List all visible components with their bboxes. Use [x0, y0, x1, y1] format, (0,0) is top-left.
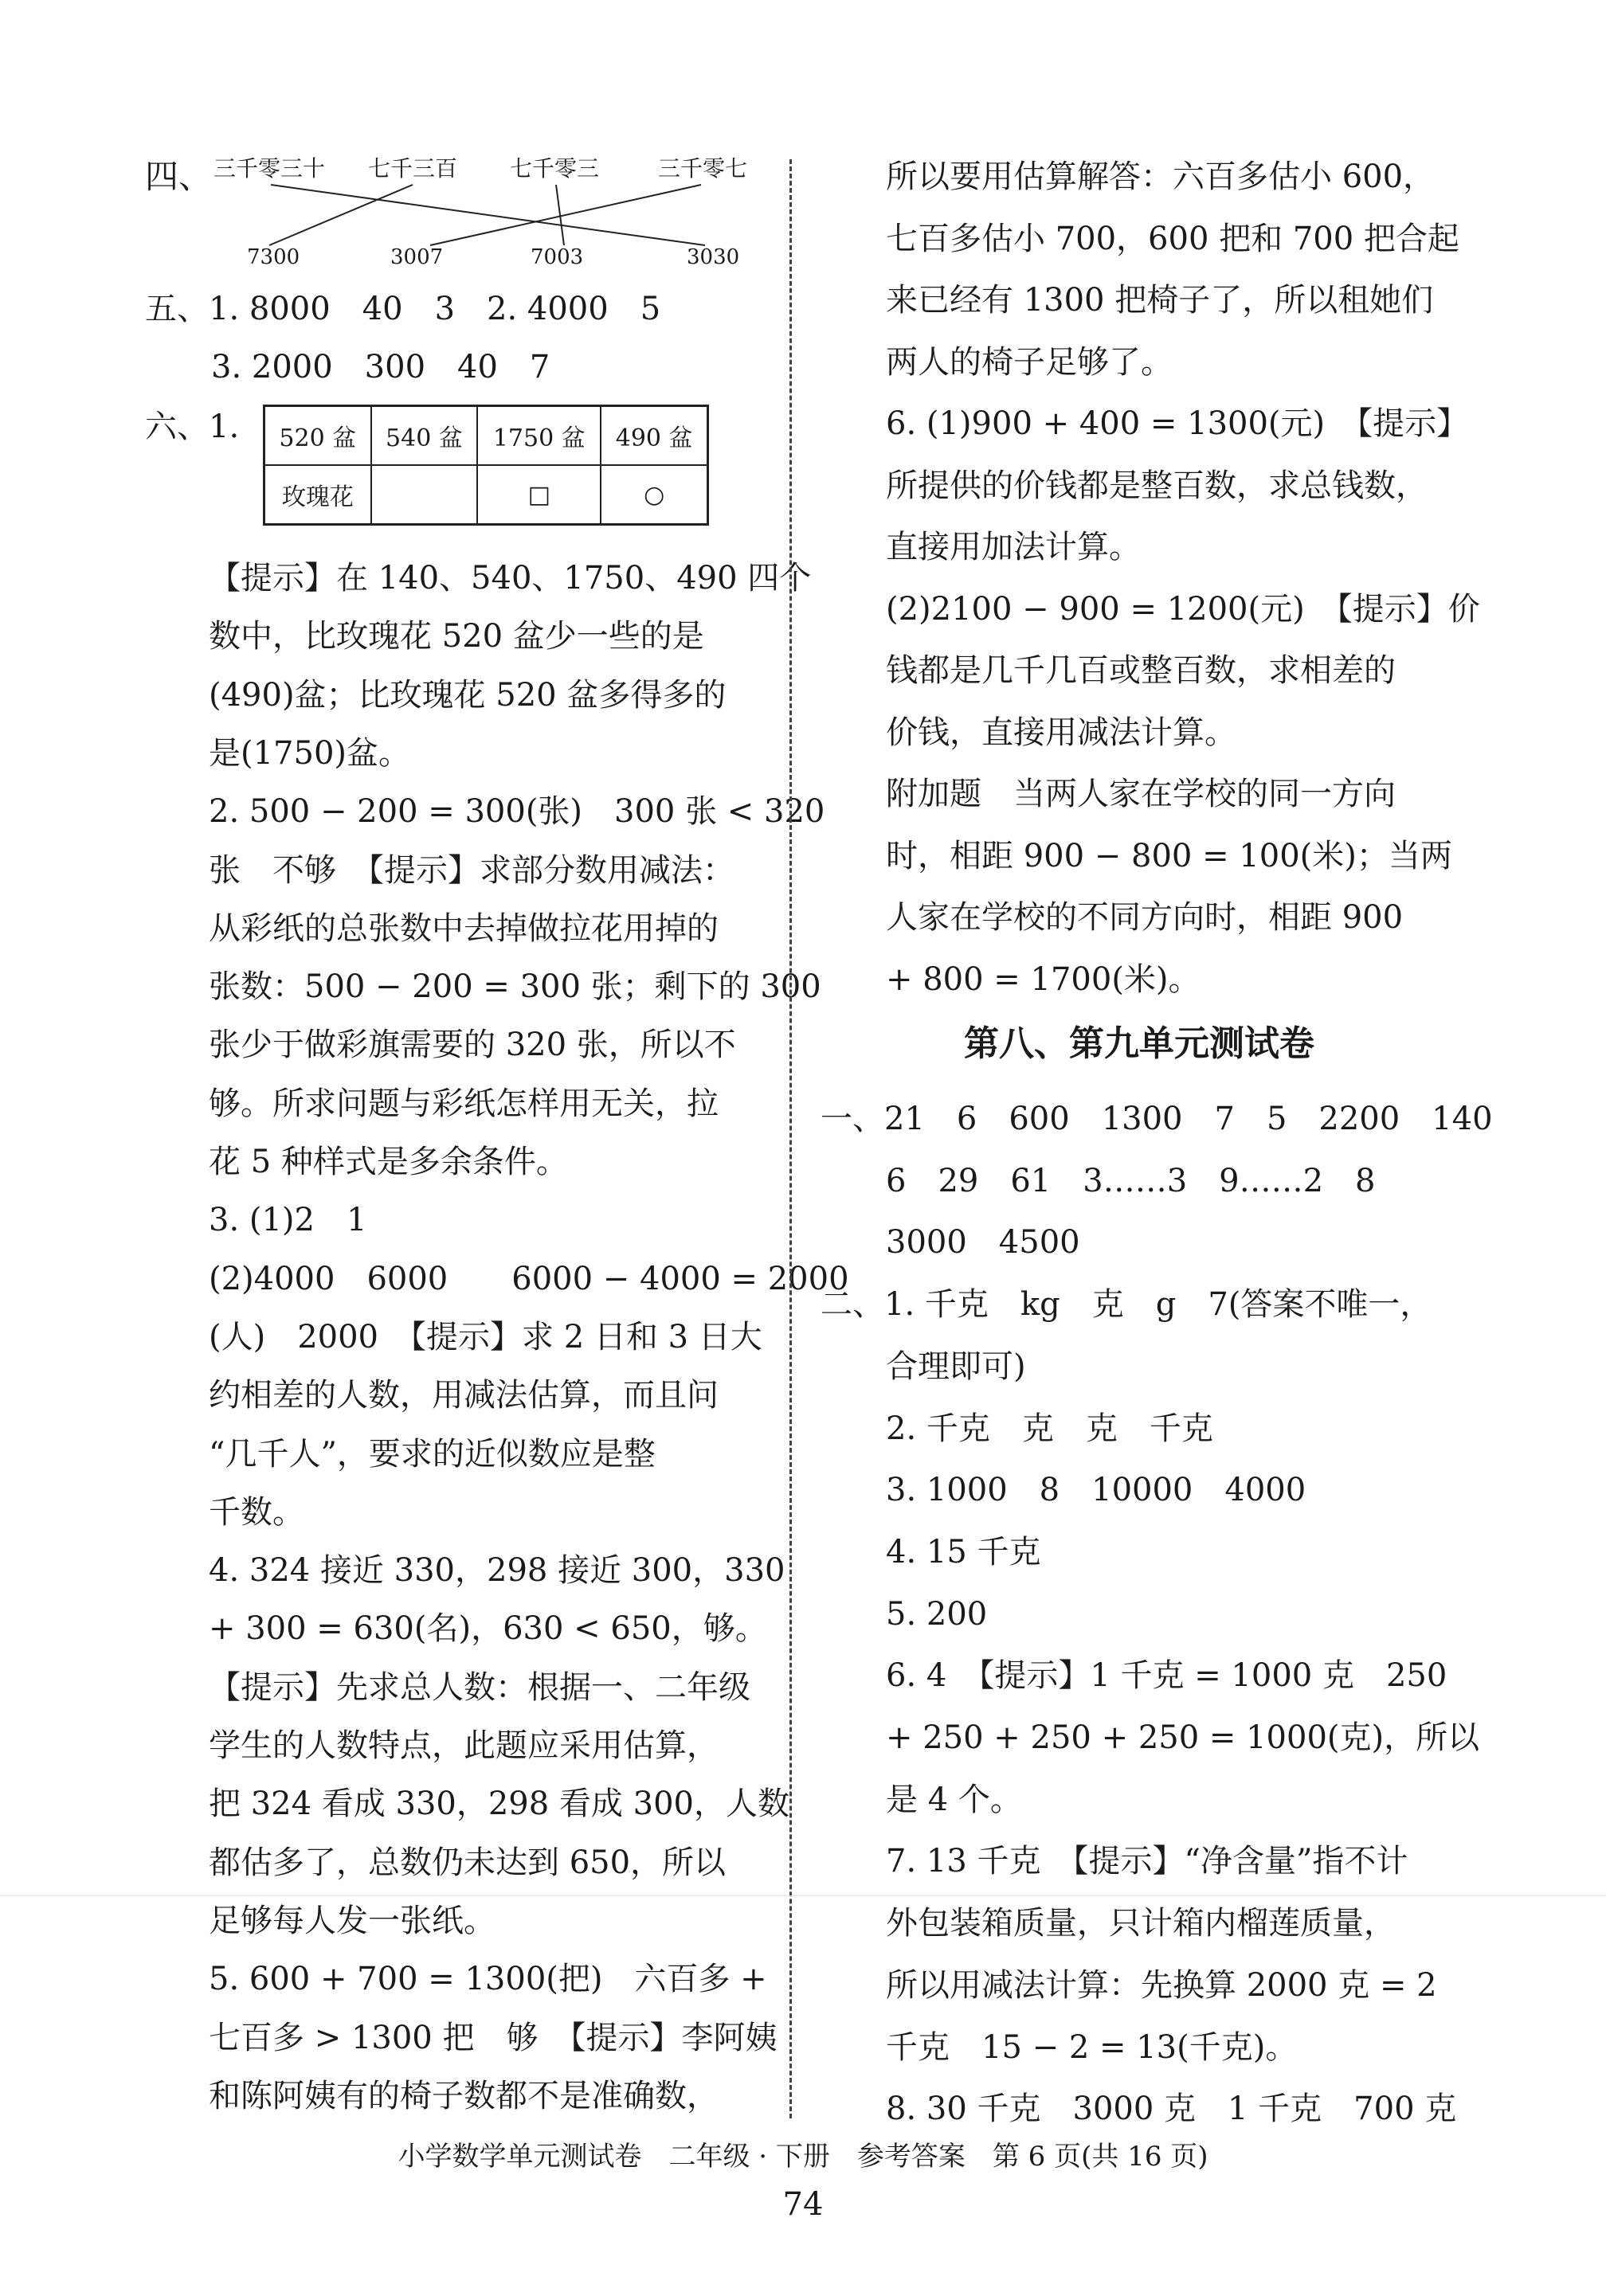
text-line: 【提示】先求总人数：根据一、二年级	[209, 1668, 750, 1706]
text-line: 5. 200	[886, 1595, 988, 1633]
text-line: 时，相距 900 − 800 = 100(米)；当两	[886, 837, 1452, 874]
text-line: 6. 4 【提示】1 千克 = 1000 克 250	[886, 1657, 1447, 1695]
text-line: 千克 15 − 2 = 13(千克)。	[886, 2028, 1298, 2066]
text-line: 人家在学校的不同方向时，相距 900	[886, 899, 1404, 936]
match-bottom-label-3: 7003	[531, 245, 584, 269]
text-line: 把 324 看成 330，298 看成 300，人数	[209, 1786, 789, 1823]
match-bottom-label-1: 7300	[247, 245, 300, 269]
match-line-4	[430, 185, 701, 245]
text-line: (2)4000 6000 6000 − 4000 = 2000	[209, 1260, 849, 1297]
text-line: 花 5 种样式是多余条件。	[209, 1144, 568, 1180]
q5-line-2: 3. 2000 300 40 7	[211, 349, 550, 385]
match-top-label-4: 三千零七	[658, 155, 748, 182]
text-line: + 250 + 250 + 250 = 1000(克)，所以	[886, 1719, 1480, 1756]
text-line: 从彩纸的总张数中去掉做拉花用掉的	[209, 909, 719, 947]
section-title: 第八、第九单元测试卷	[964, 1023, 1314, 1064]
text-line: 约相差的人数，用减法估算，而且问	[209, 1377, 719, 1414]
text-line: 所以用减法计算：先换算 2000 克 = 2	[886, 1966, 1437, 2004]
text-line: 7. 13 千克 【提示】“净含量”指不计	[886, 1843, 1408, 1880]
text-line: 附加题 当两人家在学校的同一方向	[886, 776, 1396, 812]
page-number: 74	[782, 2186, 824, 2223]
text-line: 数中，比玫瑰花 520 盆少一些的是	[209, 618, 704, 655]
table-cell: 玫瑰花	[264, 465, 371, 525]
text-line: 所以要用估算解答：六百多估小 600，	[886, 158, 1436, 195]
text-line: 【提示】在 140、540、1750、490 四个	[209, 560, 812, 596]
q6-label: 六、1.	[145, 409, 240, 445]
text-line: 所提供的价钱都是整百数，求总钱数，	[886, 467, 1428, 504]
table-cell: □	[477, 465, 601, 525]
table-cell: 490 盆	[601, 406, 707, 466]
text-line: 二、1. 千克 kg 克 g 7(答案不唯一，	[821, 1286, 1432, 1324]
text-line: 七百多估小 700，600 把和 700 把合起	[886, 220, 1459, 257]
column-divider	[789, 159, 792, 2118]
match-top-label-1: 三千零三十	[213, 155, 326, 182]
match-bottom-label-2: 3007	[390, 245, 444, 269]
text-line: 3. 1000 8 10000 4000	[886, 1472, 1306, 1509]
flower-table	[263, 405, 709, 526]
table-cell: 520 盆	[264, 406, 371, 466]
text-line: 4. 324 接近 330，298 接近 300，330	[209, 1552, 785, 1590]
text-line: 钱都是几千几百或整百数，求相差的	[886, 652, 1396, 689]
text-line: 张 不够 【提示】求部分数用减法：	[209, 851, 734, 889]
text-line: 5. 600 + 700 = 1300(把) 六百多 +	[209, 1961, 767, 1998]
table-cell: 1750 盆	[477, 406, 601, 466]
flower-table-row	[264, 465, 708, 525]
text-line: 足够每人发一张纸。	[209, 1902, 496, 1939]
text-line: 两人的椅子足够了。	[886, 343, 1173, 381]
text-line: (人) 2000 【提示】求 2 日和 3 日大	[209, 1318, 762, 1355]
text-line: 张少于做彩旗需要的 320 张，所以不	[209, 1027, 736, 1064]
text-line: 都估多了，总数仍未达到 650，所以	[209, 1844, 727, 1881]
text-line: 是 4 个。	[886, 1781, 1022, 1818]
match-line-1	[271, 185, 705, 245]
text-line: 和陈阿姨有的椅子数都不是准确数，	[209, 2077, 719, 2114]
table-cell: 540 盆	[371, 406, 478, 466]
text-line: + 800 = 1700(米)。	[886, 960, 1201, 998]
match-top-label-2: 七千三百	[368, 155, 458, 182]
text-line: (2)2100 − 900 = 1200(元) 【提示】价	[886, 590, 1480, 628]
text-line: (490)盆；比玫瑰花 520 盆多得多的	[209, 676, 727, 714]
text-line: 七百多 > 1300 把 够 【提示】李阿姨	[209, 2019, 778, 2056]
text-line: 张数：500 − 200 = 300 张；剩下的 300	[209, 968, 821, 1006]
text-line: 千数。	[209, 1493, 304, 1531]
text-line: 合理即可)	[886, 1347, 1026, 1385]
table-cell	[371, 465, 478, 525]
text-line: 6 29 61 3……3 9……2 8	[886, 1162, 1376, 1199]
text-line: + 300 = 630(名)，630 < 650，够。	[209, 1610, 767, 1648]
text-line: 价钱，直接用减法计算。	[886, 714, 1236, 751]
text-line: 4. 15 千克	[886, 1533, 1041, 1570]
match-top-label-3: 七千零三	[510, 155, 600, 182]
table-cell: ○	[601, 465, 707, 525]
text-line: 一、21 6 600 1300 7 5 2200 140	[821, 1101, 1493, 1137]
flower-table-header-row	[264, 406, 708, 466]
text-line: 3. (1)2 1	[209, 1202, 367, 1239]
fold-line	[0, 1895, 1606, 1896]
text-line: 是(1750)盆。	[209, 734, 411, 772]
text-line: 来已经有 1300 把椅子了，所以租她们	[886, 282, 1434, 319]
text-line: 6. (1)900 + 400 = 1300(元) 【提示】	[886, 405, 1469, 442]
text-line: 够。所求问题与彩纸怎样用无关，拉	[209, 1085, 719, 1122]
match-bottom-label-4: 3030	[687, 245, 740, 269]
text-line: 2. 500 − 200 = 300(张) 300 张 < 320	[209, 793, 825, 831]
text-line: 直接用加法计算。	[886, 529, 1141, 565]
text-line: 8. 30 千克 3000 克 1 千克 700 克	[886, 2091, 1457, 2128]
text-line: 学生的人数特点，此题应采用估算，	[209, 1727, 719, 1764]
text-line: 2. 千克 克 克 千克	[886, 1410, 1213, 1447]
text-line: 3000 4500	[886, 1224, 1080, 1261]
text-line: “几千人”，要求的近似数应是整	[209, 1435, 656, 1473]
q4-label: 四、	[145, 157, 213, 196]
page-footer: 小学数学单元测试卷 二年级 · 下册 参考答案 第 6 页(共 16 页)	[398, 2141, 1208, 2173]
text-line: 外包装箱质量，只计箱内榴莲质量，	[886, 1905, 1396, 1942]
q5-line-1: 五、1. 8000 40 3 2. 4000 5	[145, 291, 661, 327]
